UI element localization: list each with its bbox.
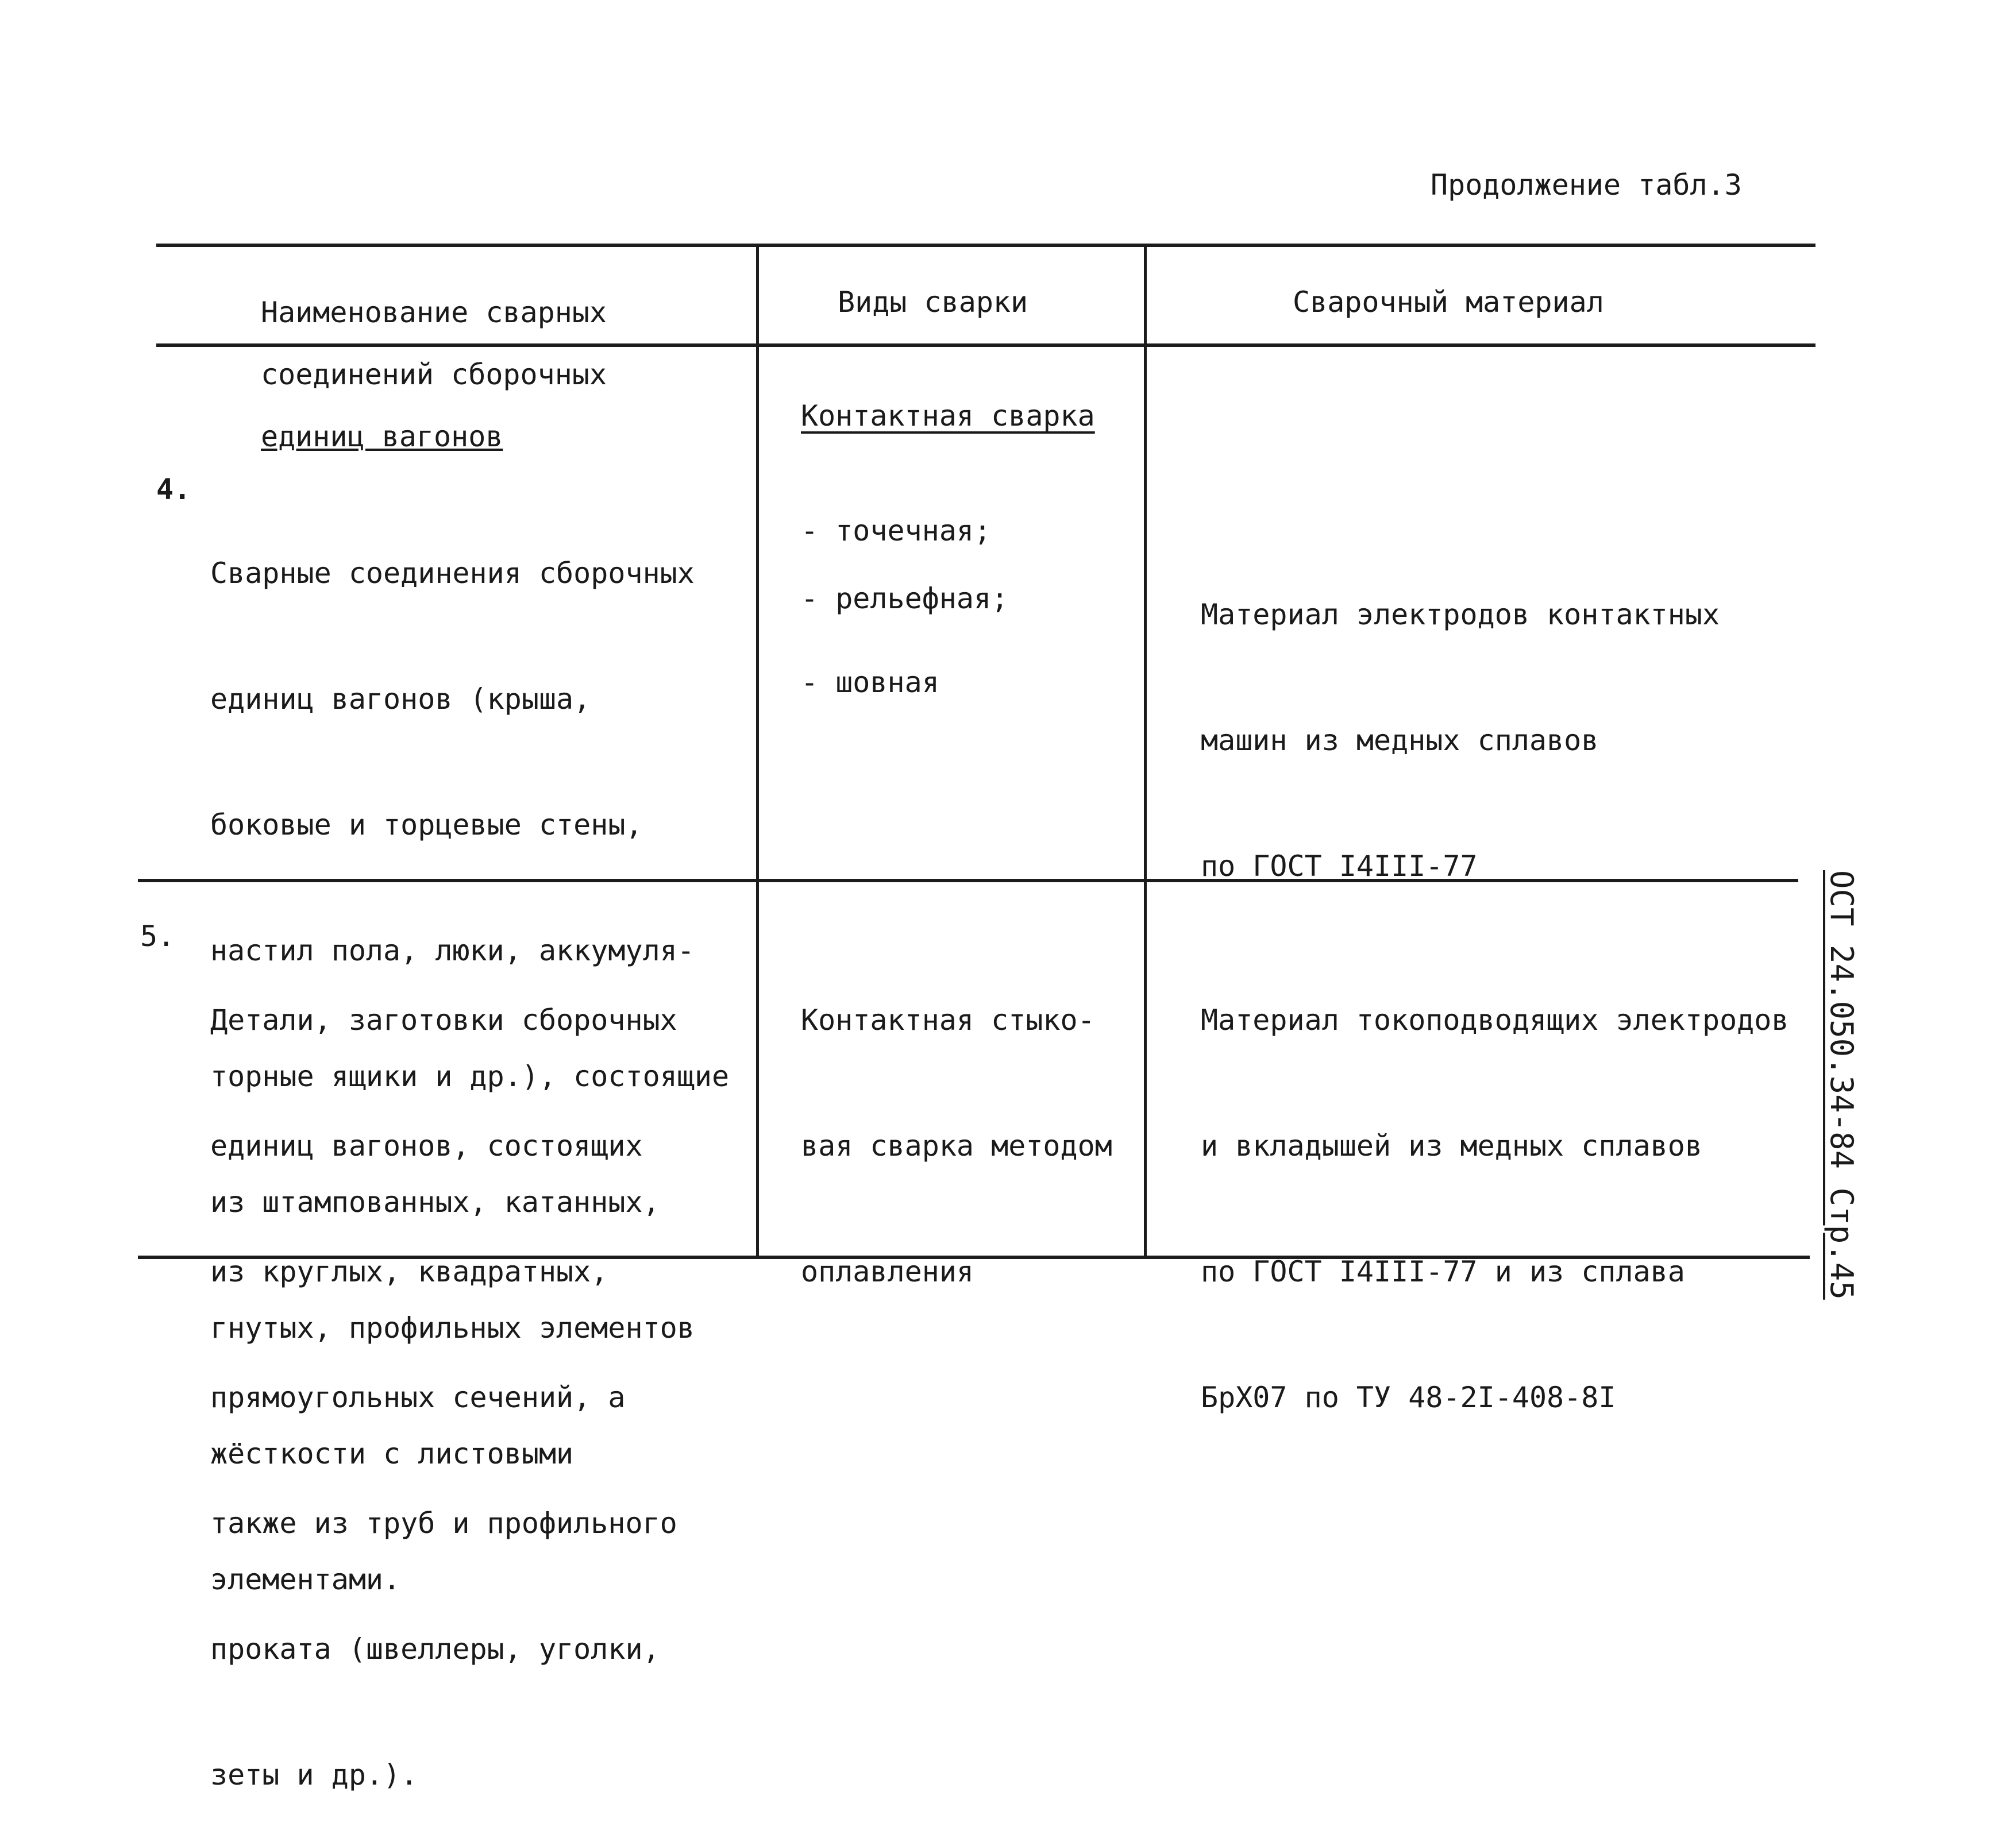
table-top-rule — [156, 244, 1815, 247]
welding-item: - рельефная; — [801, 582, 1009, 615]
welding-line: вая сварка методом — [801, 1129, 1112, 1163]
row-name-line: боковые и торцевые стены, — [210, 808, 643, 841]
row-name-line: зеты и др.). — [210, 1758, 418, 1791]
row-name-line: настил пола, люки, аккумуля- — [210, 934, 695, 967]
row-name-line: жёсткости с листовыми — [210, 1437, 574, 1470]
welding-line: Контактная стыко- — [801, 1003, 1095, 1037]
row-name-line: проката (швеллеры, уголки, — [210, 1632, 660, 1666]
material-line: Материал токоподводящих электродов — [1201, 1003, 1789, 1037]
side-document-label: ОСТ 24.050.34-84 Стр.45 — [1824, 870, 1860, 1300]
welding-line: оплавления — [801, 1255, 974, 1288]
welding-text — [801, 916, 1112, 1335]
row-number: 5. — [140, 920, 175, 953]
row-name-line: элементами. — [210, 1563, 401, 1596]
header-col-welding-type: Виды сварки — [838, 285, 1028, 319]
row-name-line: торные ящики и др.), состоящие — [210, 1060, 730, 1093]
material-line: машин из медных сплавов — [1201, 724, 1599, 757]
row-name-line: гнутых, профильных элементов — [210, 1311, 695, 1345]
column-divider-1 — [756, 245, 759, 1257]
material-text — [1201, 510, 1720, 929]
row-name — [210, 916, 677, 1838]
header-col-name-line: Наименование сварных — [261, 296, 607, 329]
welding-item: - шовная — [801, 666, 939, 699]
material-line: по ГОСТ I4III-77 и из сплава — [1201, 1255, 1685, 1288]
welding-item: - точечная; — [801, 514, 992, 547]
row-name-line: из круглых, квадратных, — [210, 1255, 608, 1288]
row-name-line: прямоугольных сечений, а — [210, 1381, 626, 1414]
header-col-welding-material: Сварочный материал — [1293, 285, 1604, 319]
row-name-line: Детали, заготовки сборочных — [210, 1003, 677, 1037]
header-col-name-line: соединений сборочных — [261, 358, 607, 391]
table-caption: Продолжение табл.3 — [1431, 168, 1742, 202]
column-divider-2 — [1144, 245, 1147, 1257]
row-name-line: единиц вагонов (крыша, — [210, 682, 591, 716]
header-col-name-line: единиц вагонов — [261, 420, 503, 453]
row-name-line: единиц вагонов, состоящих — [210, 1129, 643, 1163]
material-line: БрХ07 по ТУ 48-2I-408-8I — [1201, 1381, 1616, 1414]
material-line: по ГОСТ I4III-77 — [1201, 850, 1478, 883]
material-line: Материал электродов контактных — [1201, 598, 1720, 631]
row-number: 4. — [156, 473, 191, 506]
header-col-name — [261, 261, 607, 468]
row-name-line: Сварные соединения сборочных — [210, 557, 695, 590]
material-text — [1201, 916, 1789, 1461]
material-line: и вкладышей из медных сплавов — [1201, 1129, 1702, 1163]
row-name-line: также из труб и профильного — [210, 1507, 677, 1540]
welding-heading: Контактная сварка — [801, 399, 1095, 433]
row-name-line: из штампованных, катанных, — [210, 1186, 660, 1219]
